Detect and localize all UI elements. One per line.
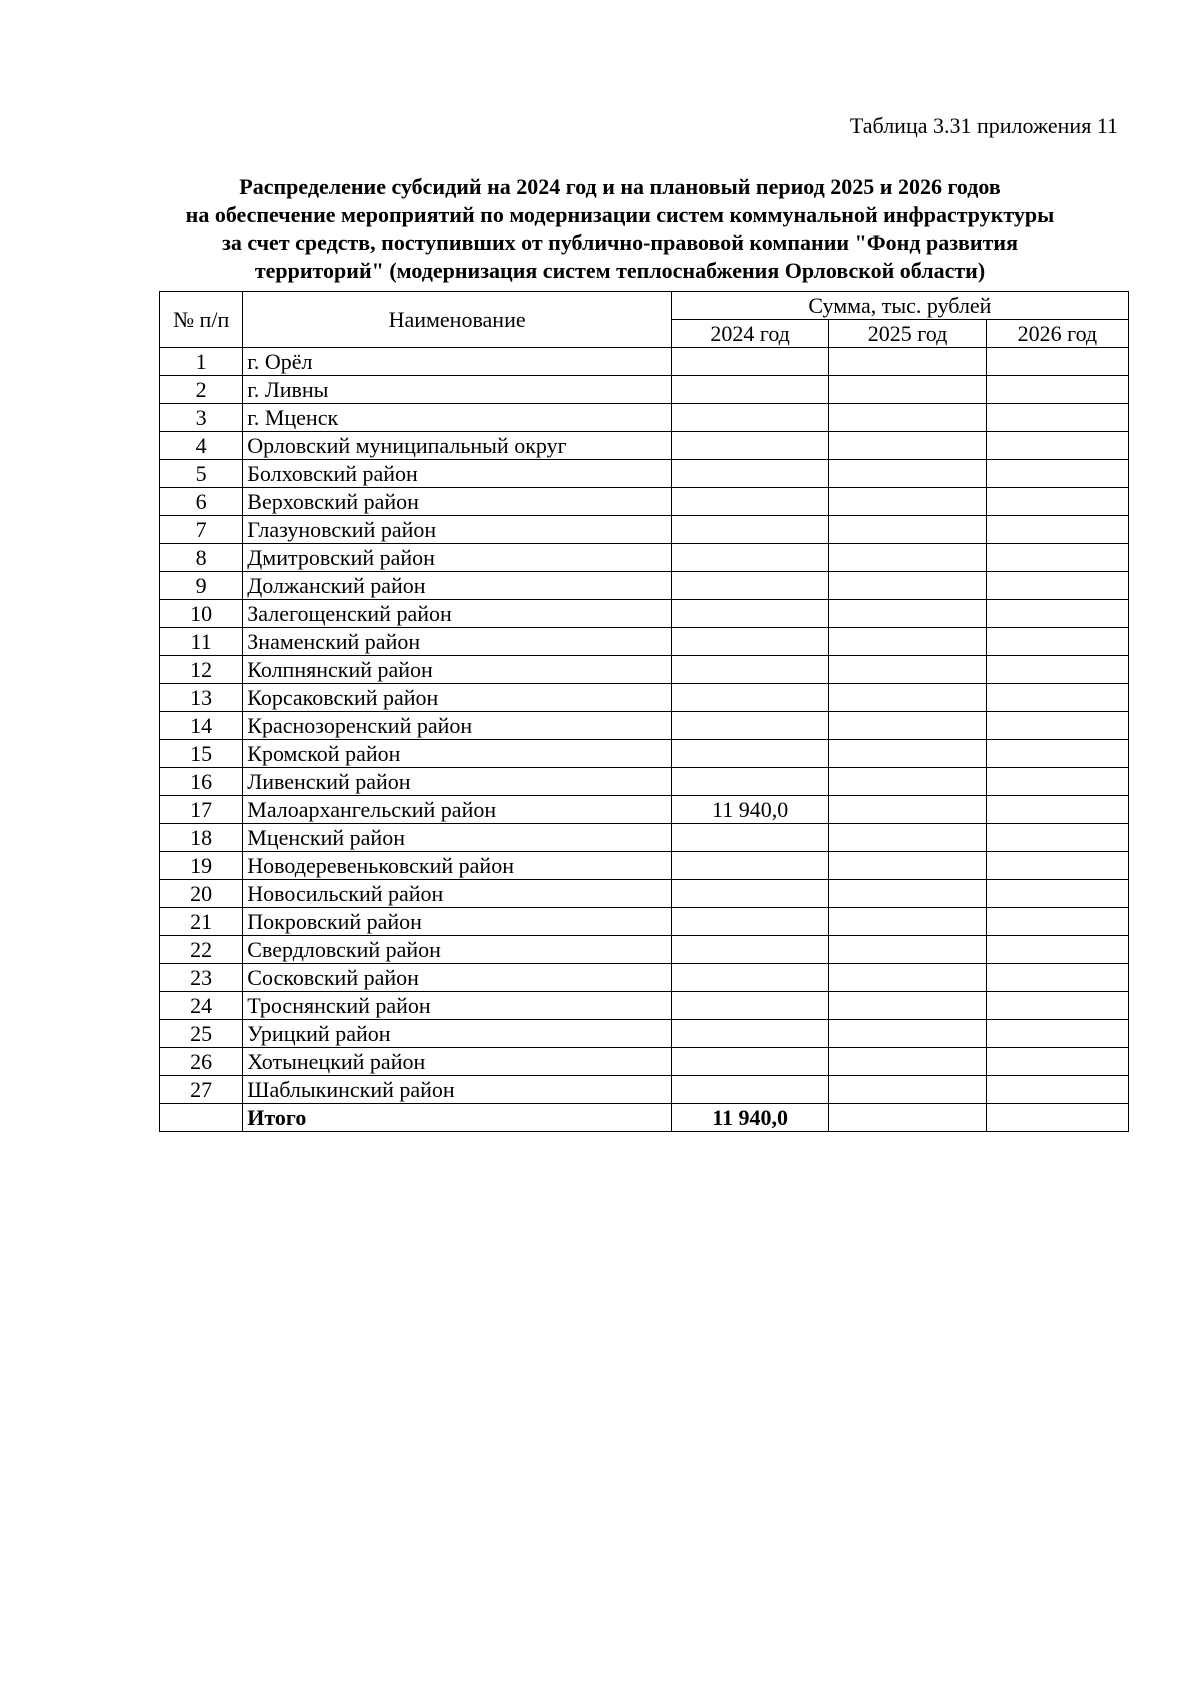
table-row <box>160 488 1129 516</box>
total-value-2026 <box>986 1104 1128 1132</box>
row-value-2024 <box>671 684 828 712</box>
row-value-2026 <box>986 488 1128 516</box>
table-row <box>160 600 1129 628</box>
row-value-2024: 11 940,0 <box>671 796 828 824</box>
row-value-2025 <box>829 376 986 404</box>
row-value-2024 <box>671 852 828 880</box>
row-name: г. Орёл <box>243 348 672 376</box>
table-row <box>160 992 1129 1020</box>
row-value-2025 <box>829 1076 986 1104</box>
row-number: 19 <box>160 852 243 880</box>
table-body <box>160 348 1129 1132</box>
row-name: Новодеревеньковский район <box>243 852 672 880</box>
row-value-2024 <box>671 628 828 656</box>
row-value-2024 <box>671 964 828 992</box>
row-name: Знаменский район <box>243 628 672 656</box>
row-number: 9 <box>160 572 243 600</box>
row-name: Должанский район <box>243 572 672 600</box>
row-value-2025 <box>829 348 986 376</box>
row-value-2024 <box>671 1048 828 1076</box>
document-title <box>100 173 1140 285</box>
row-number: 25 <box>160 1020 243 1048</box>
row-value-2024 <box>671 376 828 404</box>
table-row <box>160 964 1129 992</box>
row-value-2025 <box>829 628 986 656</box>
title-line: за счет средств, поступивших от публично-правовой компании "Фонд развития <box>221 230 1018 255</box>
row-value-2026 <box>986 880 1128 908</box>
row-value-2026 <box>986 684 1128 712</box>
row-number: 26 <box>160 1048 243 1076</box>
row-name: Ливенский район <box>243 768 672 796</box>
row-number: 1 <box>160 348 243 376</box>
row-name: Новосильский район <box>243 880 672 908</box>
table-row <box>160 572 1129 600</box>
table-row <box>160 432 1129 460</box>
row-value-2024 <box>671 1076 828 1104</box>
row-value-2026 <box>986 1076 1128 1104</box>
title-line: Распределение субсидий на 2024 год и на плановый период 2025 и 2026 годов <box>239 174 1001 199</box>
table-caption: Таблица 3.31 приложения 11 <box>849 113 1118 138</box>
row-value-2024 <box>671 516 828 544</box>
row-value-2025 <box>829 684 986 712</box>
row-value-2026 <box>986 516 1128 544</box>
title-line: на обеспечение мероприятий по модернизации систем коммунальной инфраструктуры <box>185 202 1055 227</box>
row-name: Болховский район <box>243 460 672 488</box>
row-value-2026 <box>986 712 1128 740</box>
header-sum: Сумма, тыс. рублей <box>671 292 1128 320</box>
table-row <box>160 460 1129 488</box>
row-value-2025 <box>829 880 986 908</box>
row-name: Хотынецкий район <box>243 1048 672 1076</box>
row-value-2026 <box>986 992 1128 1020</box>
table-row <box>160 824 1129 852</box>
table-row <box>160 1048 1129 1076</box>
row-value-2024 <box>671 712 828 740</box>
row-number: 22 <box>160 936 243 964</box>
row-number: 17 <box>160 796 243 824</box>
table-row <box>160 348 1129 376</box>
row-value-2025 <box>829 740 986 768</box>
row-value-2026 <box>986 348 1128 376</box>
header-name: Наименование <box>243 292 672 348</box>
row-name: г. Мценск <box>243 404 672 432</box>
row-number: 27 <box>160 1076 243 1104</box>
row-value-2026 <box>986 404 1128 432</box>
row-name: Сосковский район <box>243 964 672 992</box>
row-value-2025 <box>829 796 986 824</box>
row-value-2025 <box>829 656 986 684</box>
row-value-2025 <box>829 768 986 796</box>
row-number: 10 <box>160 600 243 628</box>
row-name: Дмитровский район <box>243 544 672 572</box>
row-value-2026 <box>986 432 1128 460</box>
row-number: 16 <box>160 768 243 796</box>
row-value-2026 <box>986 628 1128 656</box>
row-value-2024 <box>671 656 828 684</box>
row-value-2025 <box>829 1020 986 1048</box>
row-value-2026 <box>986 460 1128 488</box>
row-value-2024 <box>671 600 828 628</box>
table-row <box>160 628 1129 656</box>
row-value-2024 <box>671 404 828 432</box>
row-number: 2 <box>160 376 243 404</box>
row-value-2025 <box>829 600 986 628</box>
table-row <box>160 1020 1129 1048</box>
row-value-2026 <box>986 824 1128 852</box>
total-value-2025 <box>829 1104 986 1132</box>
table-row <box>160 376 1129 404</box>
row-number: 5 <box>160 460 243 488</box>
row-value-2026 <box>986 572 1128 600</box>
header-year-2026: 2026 год <box>986 320 1128 348</box>
row-value-2025 <box>829 936 986 964</box>
row-value-2026 <box>986 964 1128 992</box>
row-name: Свердловский район <box>243 936 672 964</box>
row-name: Кромской район <box>243 740 672 768</box>
row-value-2026 <box>986 600 1128 628</box>
row-number: 3 <box>160 404 243 432</box>
row-value-2025 <box>829 824 986 852</box>
row-value-2026 <box>986 376 1128 404</box>
header-num: № п/п <box>160 292 243 348</box>
row-number: 23 <box>160 964 243 992</box>
table-row <box>160 544 1129 572</box>
row-value-2024 <box>671 936 828 964</box>
row-value-2026 <box>986 1048 1128 1076</box>
table-row <box>160 1076 1129 1104</box>
row-number: 6 <box>160 488 243 516</box>
row-value-2025 <box>829 544 986 572</box>
row-value-2026 <box>986 544 1128 572</box>
row-value-2024 <box>671 572 828 600</box>
row-value-2025 <box>829 852 986 880</box>
header-year-2025: 2025 год <box>829 320 986 348</box>
row-name: Урицкий район <box>243 1020 672 1048</box>
table-row <box>160 740 1129 768</box>
row-value-2026 <box>986 1020 1128 1048</box>
row-value-2024 <box>671 1020 828 1048</box>
row-value-2025 <box>829 460 986 488</box>
row-value-2025 <box>829 992 986 1020</box>
row-number: 24 <box>160 992 243 1020</box>
row-value-2024 <box>671 880 828 908</box>
row-value-2024 <box>671 824 828 852</box>
total-row <box>160 1104 1129 1132</box>
total-value-2024: 11 940,0 <box>671 1104 828 1132</box>
table-row <box>160 656 1129 684</box>
row-name: Корсаковский район <box>243 684 672 712</box>
row-number: 15 <box>160 740 243 768</box>
table-row <box>160 516 1129 544</box>
row-value-2024 <box>671 544 828 572</box>
table-row <box>160 404 1129 432</box>
table-row <box>160 880 1129 908</box>
row-number: 18 <box>160 824 243 852</box>
row-value-2026 <box>986 852 1128 880</box>
row-name: Шаблыкинский район <box>243 1076 672 1104</box>
row-name: Верховский район <box>243 488 672 516</box>
row-value-2025 <box>829 712 986 740</box>
row-value-2025 <box>829 572 986 600</box>
table-row <box>160 768 1129 796</box>
row-value-2024 <box>671 992 828 1020</box>
subsidy-table <box>159 291 1129 1132</box>
row-name: Покровский район <box>243 908 672 936</box>
table-row <box>160 684 1129 712</box>
row-number: 13 <box>160 684 243 712</box>
table-row <box>160 852 1129 880</box>
row-value-2024 <box>671 488 828 516</box>
row-value-2024 <box>671 740 828 768</box>
total-name: Итого <box>243 1104 672 1132</box>
table-row <box>160 936 1129 964</box>
row-name: Малоархангельский район <box>243 796 672 824</box>
row-value-2024 <box>671 908 828 936</box>
row-value-2024 <box>671 768 828 796</box>
row-name: Глазуновский район <box>243 516 672 544</box>
row-value-2026 <box>986 796 1128 824</box>
row-number: 14 <box>160 712 243 740</box>
row-value-2024 <box>671 460 828 488</box>
row-number: 20 <box>160 880 243 908</box>
row-value-2025 <box>829 516 986 544</box>
row-number: 21 <box>160 908 243 936</box>
row-number: 12 <box>160 656 243 684</box>
row-name: г. Ливны <box>243 376 672 404</box>
row-value-2025 <box>829 488 986 516</box>
row-name: Троснянский район <box>243 992 672 1020</box>
row-value-2026 <box>986 656 1128 684</box>
row-value-2026 <box>986 936 1128 964</box>
row-value-2026 <box>986 908 1128 936</box>
row-value-2025 <box>829 432 986 460</box>
row-number: 4 <box>160 432 243 460</box>
row-name: Краснозоренский район <box>243 712 672 740</box>
row-number: 7 <box>160 516 243 544</box>
row-value-2025 <box>829 404 986 432</box>
row-value-2026 <box>986 768 1128 796</box>
row-value-2026 <box>986 740 1128 768</box>
row-number: 8 <box>160 544 243 572</box>
table-row <box>160 908 1129 936</box>
table-row <box>160 712 1129 740</box>
row-name: Колпнянский район <box>243 656 672 684</box>
row-number: 11 <box>160 628 243 656</box>
row-value-2024 <box>671 432 828 460</box>
row-value-2024 <box>671 348 828 376</box>
row-name: Залегощенский район <box>243 600 672 628</box>
row-name: Мценский район <box>243 824 672 852</box>
row-value-2025 <box>829 964 986 992</box>
header-row <box>160 292 1129 320</box>
title-line: территорий" (модернизация систем теплоснабжения Орловской области) <box>254 258 986 283</box>
header-year-2024: 2024 год <box>671 320 828 348</box>
row-name: Орловский муниципальный округ <box>243 432 672 460</box>
total-number <box>160 1104 243 1132</box>
row-value-2025 <box>829 908 986 936</box>
table-row <box>160 796 1129 824</box>
row-value-2025 <box>829 1048 986 1076</box>
